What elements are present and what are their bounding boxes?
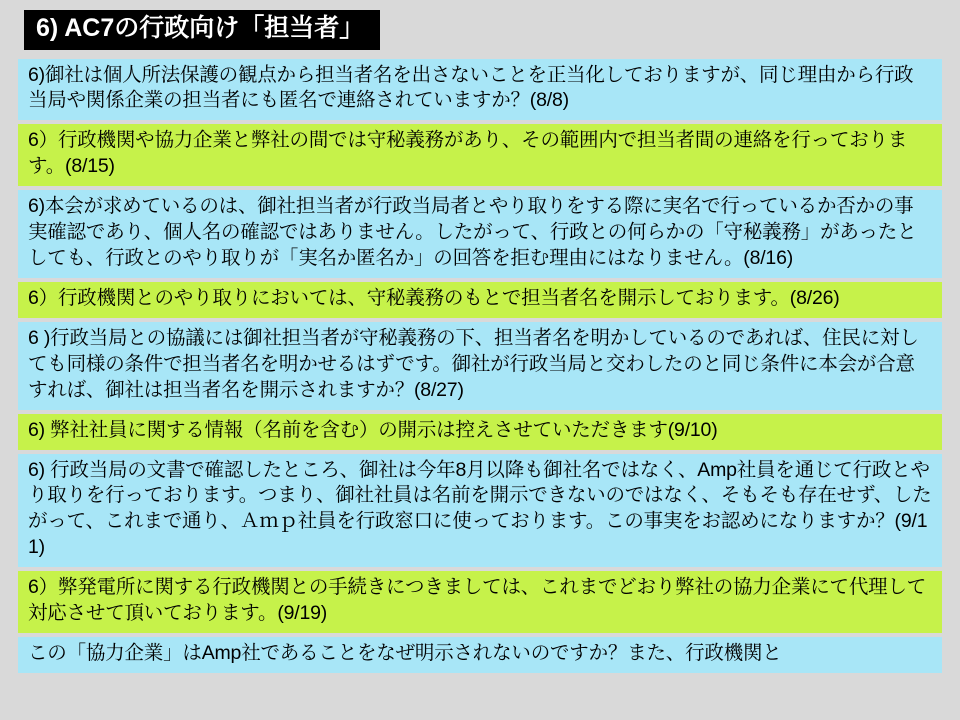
qa-item-answer: 6）行政機関とのやり取りにおいては、守秘義務のもとで担当者名を開示しております。(8/26) [18,282,942,318]
qa-list [12,59,948,674]
qa-item-answer: 6) 弊社社員に関する情報（名前を含む）の開示は控えさせていただきます(9/10) [18,414,942,450]
qa-item-question-truncated: この「協力企業」はAmp社であることをなぜ明示されないのですか？また、行政機関と [18,637,942,673]
qa-item-question: 6)本会が求めているのは、御社担当者が行政当局者とやり取りをする際に実名で行っているか否かの事実確認であり、個人名の確認ではありません。したがって、行政との何らかの「守秘義務」があったとしても、行政とのやり取りが「実名か匿名か」の回答を拒む理由にはなりません。(8/16) [18,190,942,278]
page-title: 6) AC7の行政向け「担当者」 [24,10,380,50]
qa-item-question: 6)御社は個人所法保護の観点から担当者名を出さないことを正当化しておりますが、同じ理由から行政当局や関係企業の担当者にも匿名で連絡されていますか？(8/8) [18,59,942,121]
qa-item-question: 6) 行政当局の文書で確認したところ、御社は今年8月以降も御社名ではなく、Amp社員を通じて行政とやり取りを行っております。つまり、御社社員は名前を開示できないのではなく、そもそも存在せず、したがって、これまで通り、Ａｍｐ社員を行政窓口に使っております。この事実をお認めになりますか？(9/11) [18,454,942,568]
qa-item-answer: 6）弊発電所に関する行政機関との手続きにつきましては、これまでどおり弊社の協力企業にて代理して対応させて頂いております。(9/19) [18,571,942,633]
qa-item-answer: 6）行政機関や協力企業と弊社の間では守秘義務があり、その範囲内で担当者間の連絡を行っております。(8/15) [18,124,942,186]
qa-item-question: 6 )行政当局との協議には御社担当者が守秘義務の下、担当者名を明かしているのであれば、住民に対しても同様の条件で担当者名を明かせるはずです。御社が行政当局と交わしたのと同じ条件に本会が合意すれば、御社は担当者名を開示されますか？(8/27) [18,322,942,410]
